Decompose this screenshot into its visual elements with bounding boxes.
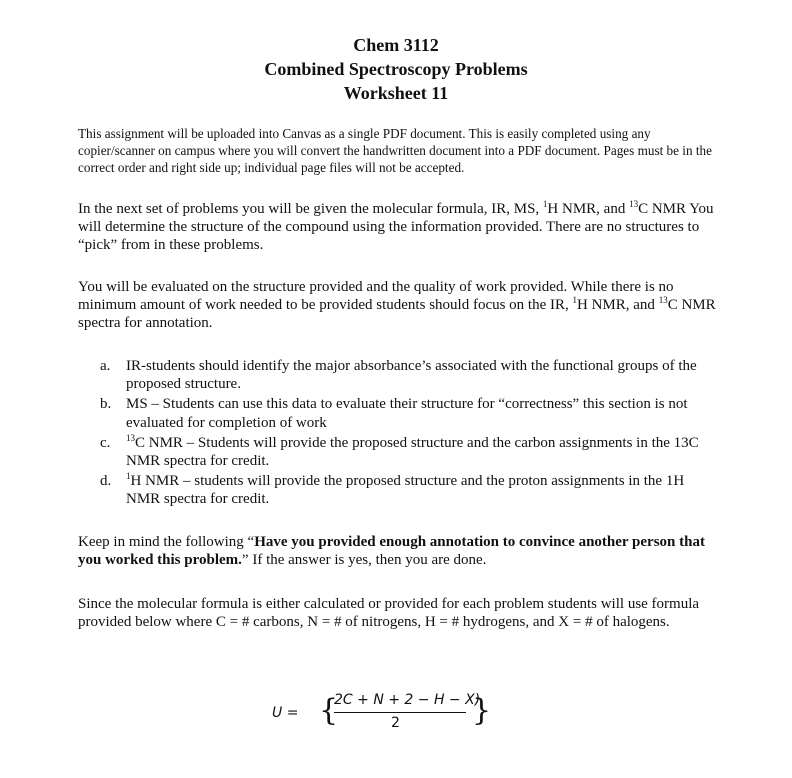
list-item-text: C NMR – Students will provide the proposed structure and the carbon assignments in the 13C NMR spectra for credit. bbox=[126, 434, 699, 470]
evaluation-text-3: C NMR spectra for annotation. bbox=[78, 297, 716, 331]
problems-sup-2: 13 bbox=[629, 199, 639, 209]
list-marker: d. bbox=[100, 473, 112, 490]
evaluation-text-1: You will be evaluated on the structure provided and the quality of work provided. While there is no minimum amount of work needed to be provided students should focus on the IR, bbox=[78, 279, 674, 313]
evaluation-paragraph bbox=[78, 278, 718, 332]
keep-in-mind-post: ” If the answer is yes, then you are done. bbox=[241, 552, 487, 568]
list-item-1h-nmr bbox=[100, 472, 720, 508]
problems-text-2: H NMR, and bbox=[547, 201, 630, 217]
list-item-ir bbox=[100, 357, 720, 393]
formula-numerator: 2C + N + 2 − H − X) bbox=[334, 692, 481, 708]
evaluation-sup-2: 13 bbox=[658, 295, 668, 305]
unsaturation-formula bbox=[272, 692, 512, 736]
formula-right-brace: } bbox=[472, 693, 492, 728]
list-item-text: H NMR – students will provide the proposed structure and the proton assignments in the 1H NMR spectra for credit. bbox=[126, 473, 685, 508]
course-title: Chem 3112 bbox=[353, 35, 439, 55]
evaluation-text-2: H NMR, and bbox=[577, 297, 659, 313]
title-block bbox=[0, 33, 792, 105]
formula-left-brace: { bbox=[319, 693, 339, 728]
list-item-sup: 13 bbox=[126, 432, 135, 443]
problems-text-1: In the next set of problems you will be given the molecular formula, IR, MS, bbox=[78, 201, 543, 217]
fraction-bar bbox=[334, 712, 466, 713]
requirements-list bbox=[100, 357, 720, 511]
formula-lhs: U = bbox=[272, 705, 299, 721]
list-item-13c-nmr bbox=[100, 434, 720, 470]
list-item-sup: 1 bbox=[126, 471, 131, 482]
list-marker: b. bbox=[100, 396, 112, 413]
problems-paragraph bbox=[78, 200, 718, 254]
evaluation-sup-1: 1 bbox=[572, 295, 578, 305]
list-marker: a. bbox=[100, 358, 111, 374]
intro-paragraph: This assignment will be uploaded into Canvas as a single PDF document. This is easily completed using any copier/scanner on campus where you will convert the handwritten document into a PDF document. Pages must be in the correct order and right side up; individual page files will not be accepted. bbox=[78, 126, 712, 175]
worksheet-title: Worksheet 11 bbox=[343, 83, 449, 103]
list-item-text: IR-students should identify the major absorbance’s associated with the functional groups of the proposed structure. bbox=[126, 358, 697, 393]
list-item-text: MS – Students can use this data to evaluate their structure for “correctness” this section is not evaluated for completion of work bbox=[126, 396, 688, 431]
keep-in-mind-pre: Keep in mind the following “ bbox=[78, 534, 255, 550]
keep-in-mind-bold: Have you provided enough annotation to convince another person that you worked this problem. bbox=[78, 534, 705, 568]
list-marker: c. bbox=[100, 434, 111, 451]
list-item-ms bbox=[100, 395, 720, 431]
problems-text-3: C NMR You will determine the structure of the compound using the information provided. There are no structures to “pick” from in these problems. bbox=[78, 201, 714, 253]
subtitle: Combined Spectroscopy Problems bbox=[264, 59, 528, 79]
formula-paragraph: Since the molecular formula is either calculated or provided for each problem students will use formula provided below where C = # carbons, N = # of nitrogens, H = # hydrogens, and X = # of halogens. bbox=[78, 596, 700, 630]
keep-in-mind-paragraph bbox=[78, 533, 718, 569]
problems-sup-1: 1 bbox=[542, 199, 548, 209]
formula-denominator: 2 bbox=[391, 715, 400, 731]
